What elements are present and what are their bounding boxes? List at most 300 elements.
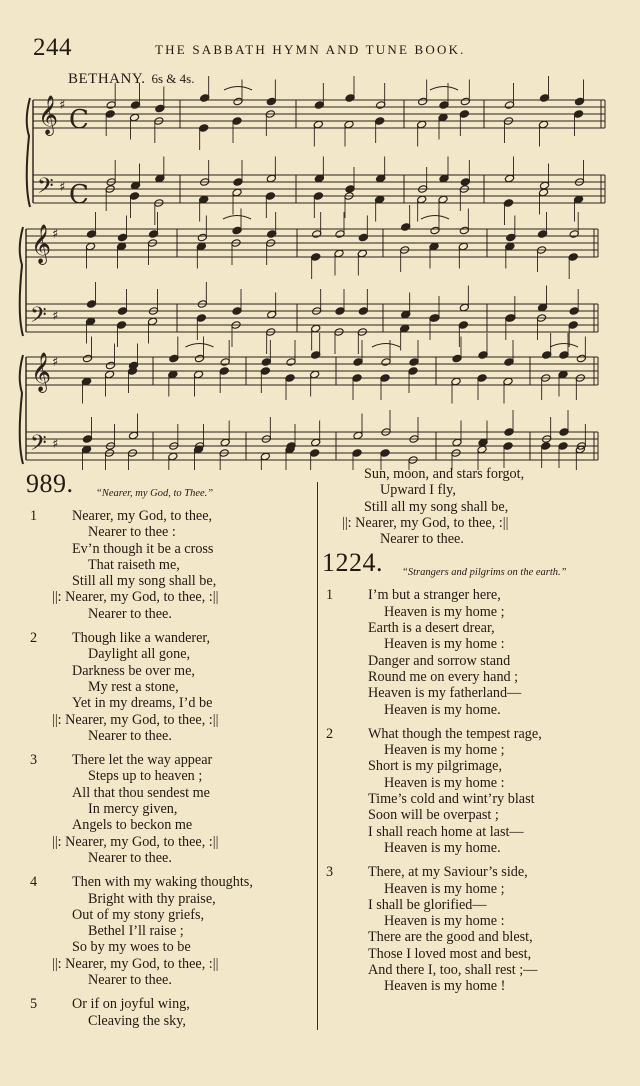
note-head <box>105 361 115 370</box>
note-head <box>538 120 548 129</box>
note-head <box>376 101 386 110</box>
sharp-sign-icon: ♯ <box>59 98 66 113</box>
hymn-line <box>322 929 627 945</box>
hymn-line <box>26 1013 311 1029</box>
note-head <box>452 438 462 447</box>
note-head <box>313 120 323 129</box>
note-head <box>232 117 242 126</box>
note-head <box>503 377 513 386</box>
note-head <box>265 192 275 201</box>
hymn-line <box>26 679 311 695</box>
hymn-line <box>322 531 627 547</box>
line-text: Heaven is my home : <box>384 636 505 653</box>
hymn-line <box>322 946 627 962</box>
line-text: Time’s cold and wint’ry blast <box>368 791 535 808</box>
repeat-sign-open: ||: <box>52 955 66 972</box>
note-head <box>85 317 95 326</box>
hymn-line <box>322 669 627 685</box>
hymn-line <box>26 712 311 728</box>
note-head <box>345 94 355 103</box>
stanza <box>322 587 627 717</box>
note-head <box>169 354 179 363</box>
line-text: Nearer to thee. <box>88 849 172 866</box>
hymn-line <box>322 636 627 652</box>
note-head <box>199 195 209 204</box>
bass-clef-icon: 𝄢 <box>30 303 47 333</box>
line-text: Heaven is my home ! <box>384 978 506 995</box>
hymn-line <box>26 630 311 646</box>
treble-clef-icon: 𝄞 <box>31 352 52 392</box>
note-head <box>459 110 469 119</box>
slur <box>550 344 578 348</box>
bass-clef-icon: 𝄢 <box>30 431 47 461</box>
note-head <box>417 195 427 204</box>
line-text: Or if on joyful wing, <box>72 996 190 1013</box>
hymn-line <box>322 515 627 531</box>
note-head <box>313 192 323 201</box>
hymn-line <box>322 775 627 791</box>
note-head <box>458 321 468 330</box>
left-column <box>26 469 311 1037</box>
note-head <box>232 226 242 235</box>
note-head <box>559 351 569 360</box>
hymn-line <box>26 557 311 573</box>
brace <box>20 227 23 336</box>
line-text: Cleaving the sky, <box>88 1012 186 1029</box>
stanza <box>26 752 311 866</box>
hymn-line <box>322 897 627 913</box>
sharp-sign-icon: ♯ <box>52 355 59 370</box>
repeat-sign-open: ||: <box>52 589 66 606</box>
note-head <box>357 249 367 258</box>
stanza-number: 1 <box>30 508 38 524</box>
line-text <box>342 514 509 531</box>
note-head <box>260 452 270 461</box>
note-head <box>106 101 116 110</box>
note-head <box>352 374 362 383</box>
hymn-line <box>26 589 311 605</box>
hymn-line <box>26 573 311 589</box>
hymn-number: 989. <box>26 469 74 498</box>
bass-clef-icon: 𝄢 <box>37 174 54 204</box>
note-head <box>477 374 487 383</box>
hymn-line <box>26 768 311 784</box>
note-head <box>505 314 515 323</box>
line-text: There, at my Saviour’s side, <box>368 864 528 881</box>
line-text: I’m but a stranger here, <box>368 587 501 604</box>
line-text: I shall reach home at last— <box>368 823 524 840</box>
line-text: Though like a wanderer, <box>72 630 211 647</box>
note-head <box>459 303 469 312</box>
hymn-line <box>26 956 311 972</box>
line-text: Bright with thy praise, <box>88 890 216 907</box>
note-head <box>418 97 428 106</box>
stanza-number: 2 <box>30 630 38 647</box>
hymn-line <box>322 807 627 823</box>
hymn-line <box>26 785 311 801</box>
hymn-line <box>322 864 627 880</box>
hymn-line <box>322 653 627 669</box>
note-head <box>116 321 126 330</box>
note-head <box>200 94 210 103</box>
note-head <box>353 358 363 367</box>
hymn-line <box>26 891 311 907</box>
slur <box>430 87 458 91</box>
note-head <box>168 452 178 461</box>
sharp-sign-icon: ♯ <box>52 227 59 242</box>
hymn-line <box>322 466 627 482</box>
brace <box>27 98 30 207</box>
note-head <box>400 324 410 333</box>
line-text: Upward I fly, <box>380 482 456 499</box>
note-head <box>232 188 242 197</box>
line-text: Daylight all gone, <box>88 646 191 663</box>
treble-clef-icon: 𝄞 <box>31 224 52 264</box>
note-head <box>541 442 551 451</box>
hymn-line <box>26 728 311 744</box>
line-text: Heaven is my home ; <box>384 880 505 897</box>
line-text: Heaven is my home : <box>384 913 505 930</box>
note-head <box>345 185 355 194</box>
note-head <box>460 178 470 187</box>
note-head <box>401 223 411 232</box>
note-head <box>573 110 583 119</box>
repeat-sign-open: ||: <box>52 833 66 850</box>
line-text: Sun, moon, and stars forgot, <box>364 466 525 482</box>
note-head <box>285 374 295 383</box>
note-head <box>220 358 230 367</box>
slur <box>421 216 449 220</box>
line-text: Still all my song shall be, <box>72 573 217 590</box>
note-head <box>460 97 470 106</box>
tune-meter: 6s & 4s. <box>151 71 195 86</box>
note-head <box>438 113 448 122</box>
line-text: Nearer to thee : <box>88 524 176 541</box>
hymn-line <box>26 996 311 1012</box>
note-head <box>311 324 321 333</box>
right-column <box>322 466 627 1003</box>
line-text: Soon will be overpast ; <box>368 807 499 824</box>
note-head <box>439 101 449 110</box>
note-head <box>86 300 96 309</box>
note-head <box>375 195 385 204</box>
hymn-line <box>26 907 311 923</box>
line-text <box>52 955 219 972</box>
note-head <box>505 242 515 251</box>
note-head <box>130 101 140 110</box>
note-head <box>233 178 243 187</box>
note-head <box>358 307 368 316</box>
note-head <box>376 174 386 183</box>
note-head <box>503 199 513 208</box>
note-head <box>85 242 95 251</box>
note-head <box>86 230 96 239</box>
hymn-line <box>26 606 311 622</box>
line-text: I shall be glorified— <box>368 896 487 913</box>
note-head <box>452 354 462 363</box>
line-text: All that thou sendest me <box>72 784 210 801</box>
note-head <box>569 307 579 316</box>
note-head <box>311 351 321 360</box>
stanza <box>322 726 627 856</box>
slur <box>224 87 252 91</box>
line-text-body: Nearer, my God, to thee, :|| <box>65 711 219 728</box>
line-text: Heaven is my home ; <box>384 603 505 620</box>
sharp-sign-icon: ♯ <box>52 437 59 452</box>
stanza-number: 1 <box>326 587 334 604</box>
line-text: What though the tempest rage, <box>368 725 542 742</box>
note-head <box>199 124 209 133</box>
note-head <box>148 230 158 239</box>
repeat-sign-open: ||: <box>52 711 66 728</box>
note-head <box>193 370 203 379</box>
line-text: Heaven is my fatherland— <box>368 685 522 702</box>
note-head <box>417 120 427 129</box>
note-head <box>311 438 321 447</box>
line-text: Steps up to heaven ; <box>88 768 203 785</box>
note-head <box>568 253 578 262</box>
hymn-line <box>322 758 627 774</box>
line-text: Yet in my dreams, I’d be <box>72 695 213 712</box>
hymn-line <box>26 541 311 557</box>
line-text: That raiseth me, <box>88 556 180 573</box>
note-head <box>506 233 516 242</box>
note-head <box>334 249 344 258</box>
hymn-line <box>322 702 627 718</box>
hymn-line <box>322 685 627 701</box>
note-head <box>569 230 579 239</box>
note-head <box>430 226 440 235</box>
stanza-number: 2 <box>326 725 334 742</box>
note-head <box>537 303 547 312</box>
note-head <box>429 314 439 323</box>
note-head <box>116 242 126 251</box>
repeat-sign-open: ||: <box>342 514 356 531</box>
hymn-title: “Strangers and pilgrims on the earth.” <box>402 567 567 579</box>
note-head <box>408 367 418 376</box>
line-text: Earth is a desert drear, <box>368 620 495 637</box>
note-head <box>358 233 368 242</box>
hymn-line <box>322 587 627 603</box>
note-head <box>194 354 204 363</box>
note-head <box>128 431 138 440</box>
note-head <box>451 377 461 386</box>
note-head <box>559 428 569 437</box>
hymn-line <box>322 840 627 856</box>
note-head <box>82 354 92 363</box>
note-head <box>477 445 487 454</box>
note-head <box>129 113 139 122</box>
hymn-line <box>26 752 311 768</box>
note-head <box>117 233 127 242</box>
hymn-line <box>322 620 627 636</box>
treble-clef-icon: 𝄞 <box>38 95 59 135</box>
hymn-line <box>322 978 627 994</box>
note-head <box>429 242 439 251</box>
note-head <box>576 354 586 363</box>
line-text: Nearer to thee. <box>88 727 172 744</box>
hymn-line <box>26 923 311 939</box>
note-head <box>478 438 488 447</box>
note-head <box>558 370 568 379</box>
note-head <box>478 351 488 360</box>
hymn-line <box>26 508 311 524</box>
line-text: There let the way appear <box>72 752 213 769</box>
note-head <box>232 307 242 316</box>
note-head <box>537 230 547 239</box>
note-head <box>105 110 115 119</box>
note-head <box>504 174 514 183</box>
note-head <box>261 358 271 367</box>
slur <box>223 216 251 220</box>
line-text: Those I loved most and best, <box>368 945 532 962</box>
line-text: There are the good and blest, <box>368 929 533 946</box>
hymn-line <box>322 726 627 742</box>
line-text: Nearer, my God, to thee, <box>72 508 213 524</box>
stanza-number: 5 <box>30 996 38 1013</box>
hymn-line <box>26 817 311 833</box>
note-head <box>573 195 583 204</box>
line-text: Bethel I’ll raise ; <box>88 923 184 940</box>
note-head <box>312 230 322 239</box>
common-time-icon: C <box>69 105 89 135</box>
note-head <box>314 174 324 183</box>
sharp-sign-icon: ♯ <box>59 180 66 195</box>
common-time-icon: C <box>69 180 89 210</box>
line-text: Darkness be over me, <box>72 662 195 679</box>
note-head <box>504 358 514 367</box>
note-head <box>310 449 320 458</box>
hymn-line <box>322 913 627 929</box>
hymn-line <box>26 663 311 679</box>
tune-name: BETHANY. <box>68 71 146 87</box>
hymn-line <box>26 834 311 850</box>
brace <box>20 355 23 464</box>
line-text: So by my woes to be <box>72 939 191 956</box>
note-head <box>539 94 549 103</box>
hymn-line <box>26 695 311 711</box>
column-divider <box>317 482 318 1030</box>
note-head <box>352 449 362 458</box>
note-head <box>311 253 321 262</box>
note-head <box>310 370 320 379</box>
hymn-line <box>322 604 627 620</box>
line-text-body: Nearer, my God, to thee, :|| <box>355 514 509 531</box>
line-text: Then with my waking thoughts, <box>72 874 253 891</box>
music-score <box>0 0 640 470</box>
line-text: And there I, too, shall rest ;— <box>368 962 538 979</box>
stanza <box>26 874 311 988</box>
note-head <box>260 367 270 376</box>
hymn-line <box>26 874 311 890</box>
stanza-number: 4 <box>30 874 38 891</box>
stanza-continuation <box>322 466 627 547</box>
hymn-line <box>322 962 627 978</box>
note-head <box>266 174 276 183</box>
stanza <box>26 996 311 1029</box>
line-text <box>52 833 219 850</box>
stanza-number: 3 <box>30 752 38 769</box>
hymn-number: 1224. <box>322 548 383 578</box>
note-head <box>438 195 448 204</box>
slur <box>186 344 214 348</box>
note-head <box>401 310 411 319</box>
line-text: Out of my stony griefs, <box>72 906 205 923</box>
note-head <box>104 370 114 379</box>
note-head <box>380 374 390 383</box>
line-text: Nearer to thee. <box>88 972 172 989</box>
line-text-body: Nearer, my God, to thee, :|| <box>65 589 219 606</box>
note-head <box>314 101 324 110</box>
note-head <box>219 367 229 376</box>
line-text: My rest a stone, <box>88 678 179 695</box>
note-head <box>266 97 276 106</box>
hymn-line <box>26 801 311 817</box>
slur <box>372 344 400 348</box>
hymn-line <box>26 646 311 662</box>
note-head <box>220 438 230 447</box>
note-head <box>81 445 91 454</box>
hymn-line <box>322 791 627 807</box>
hymn-line <box>26 850 311 866</box>
line-text: Ev’n though it be a cross <box>72 540 214 557</box>
note-head <box>197 233 207 242</box>
note-head <box>155 104 165 113</box>
note-head <box>196 242 206 251</box>
note-head <box>574 97 584 106</box>
note-head <box>439 174 449 183</box>
note-head <box>542 351 552 360</box>
note-head <box>558 442 568 451</box>
note-head <box>196 314 206 323</box>
line-text-body: Nearer, my God, to thee, :|| <box>65 833 219 850</box>
stanza <box>26 508 311 622</box>
note-head <box>344 120 354 129</box>
line-text: Round me on every hand ; <box>368 668 519 685</box>
line-text: Danger and sorrow stand <box>368 652 511 669</box>
note-head <box>380 449 390 458</box>
note-head <box>129 192 139 201</box>
line-text <box>52 711 219 728</box>
note-head <box>267 230 277 239</box>
note-head <box>504 101 514 110</box>
hymn-line <box>322 824 627 840</box>
note-head <box>267 310 277 319</box>
note-head <box>538 188 548 197</box>
line-text-body: Nearer, my God, to thee, :|| <box>65 955 219 972</box>
line-text <box>52 589 219 606</box>
hymn-line <box>322 482 627 498</box>
note-head <box>117 307 127 316</box>
note-head <box>286 358 296 367</box>
page-number: 244 <box>33 34 72 61</box>
hymn-line <box>26 939 311 955</box>
note-head <box>155 174 165 183</box>
note-head <box>168 370 178 379</box>
note-head <box>82 435 92 444</box>
note-head <box>539 181 549 190</box>
note-head <box>353 431 363 440</box>
line-text: Heaven is my home ; <box>384 742 505 759</box>
line-text: Nearer to thee. <box>88 605 172 622</box>
stanza <box>26 630 311 744</box>
note-head <box>233 97 243 106</box>
note-head <box>504 428 514 437</box>
hymn-line <box>322 742 627 758</box>
hymn-line <box>26 972 311 988</box>
stanza-number: 3 <box>326 864 334 881</box>
note-head <box>130 181 140 190</box>
